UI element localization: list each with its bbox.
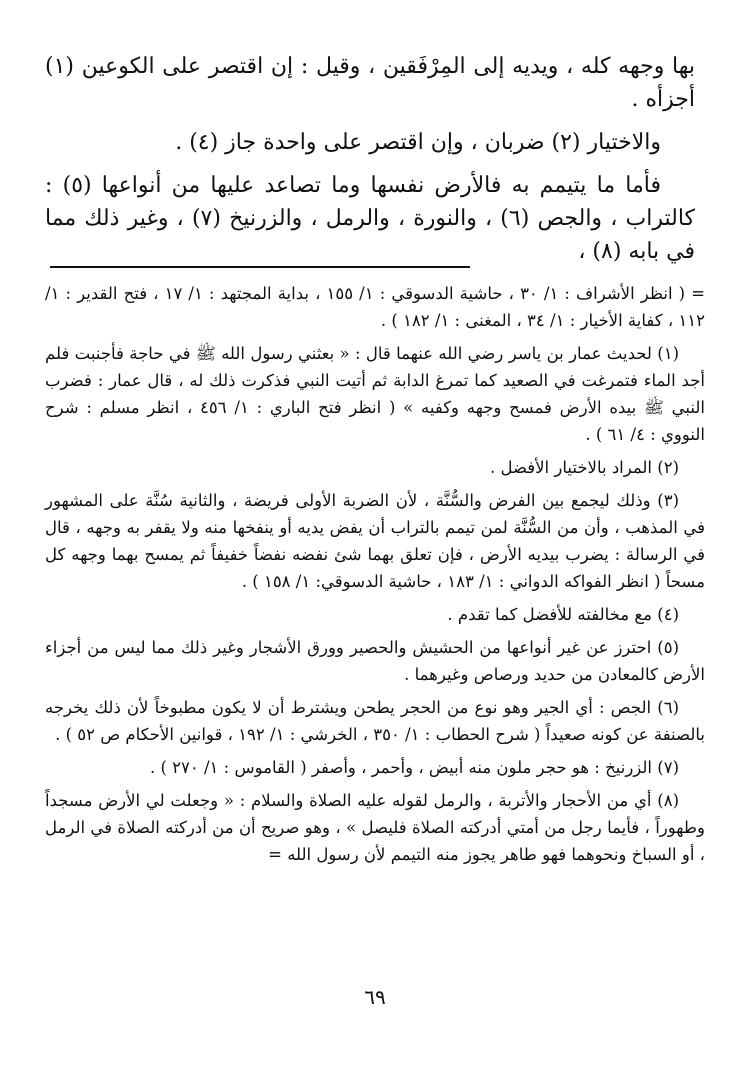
footnote-separator [50, 266, 470, 268]
footnote-continuation: = ( انظر الأشراف : ١/ ٣٠ ، حاشية الدسوقي : ١/ ١٥٥ ، بداية المجتهد : ١/ ١٧ ، فتح القدير : ١/ ١١٢ ، كفاية الأخيار : ١/ ٣٤ ، المغنى : ١/ ١٨٢ ) . [45, 284, 706, 330]
footnote-6: (٦) الجص : أي الجير وهو نوع من الحجر يطحن ويشترط أن لا يكون مطبوخاً لأن ذلك يخرجه بالصنفة عن كونه صعيداً ( شرح الحطاب : ١/ ٣٥٠ ، الخرشي : ١/ ١٩٢ ، قوانين الأحكام ص ٥٢ ) . [45, 698, 705, 744]
footnote-4: (٤) مع مخالفته للأفضل كما تقدم . [447, 605, 679, 624]
footnote-5: (٥) احترز عن غير أنواعها من الحشيش والحصير وورق الأشجار وغير ذلك مما ليس من أجزاء الأرض كالمعادن من حديد ورصاص وغيرهما . [45, 638, 705, 684]
page-number: ٦٩ [364, 985, 386, 1009]
footnotes [45, 280, 705, 874]
footnote-1: (١) لحديث عمار بن ياسر رضي الله عنهما قال : « بعثني رسول الله ﷺ في حاجة فأجنبت فلم أجد الماء فتمرغت في الصعيد كما تمرغ الدابة ثم أتيت النبي فذكرت ذلك له ، قال عمار : فضرب النبي ﷺ بيده الأرض فمسح وجهه وكفيه » ( انظر فتح الباري : ١/ ٤٥٦ ، انظر مسلم : شرح النووي : ٤/ ٦١ ) . [45, 344, 705, 444]
footnote-2: (٢) المراد بالاختيار الأفضل . [489, 458, 679, 477]
footnote-7: (٧) الزرنيخ : هو حجر ملون منه أبيض ، وأحمر ، وأصفر ( القاموس : ١/ ٢٧٠ ) . [149, 758, 679, 777]
body-paragraph-3: فأما ما يتيمم به فالأرض نفسها وما تصاعد عليها من أنواعها (٥) : كالتراب ، والجص (٦) ، والنورة ، والرمل ، والزرنيخ (٧) ، وغير ذلك مما في بابه (٨) ، [45, 173, 695, 264]
body-paragraph-1: بها وجهه كله ، ويديه إلى المِرْفَقين ، وقيل : إن اقتصر على الكوعين (١) أجزأه . [45, 54, 695, 112]
body-paragraph-2: والاختيار (٢) ضربان ، وإن اقتصر على واحدة جاز (٤) . [175, 130, 661, 155]
main-text [45, 50, 695, 268]
footnote-3: (٣) وذلك ليجمع بين الفرض والسُّنَّة ، لأن الضربة الأولى فريضة ، والثانية سُنَّة على المشهور في المذهب ، وأن من السُّنَّة لمن تيمم بالتراب أن يفض يديه أو ينفخها منه ولا يقفر به وجهه ، قال في الرسالة : يضرب بيديه الأرض ، فإن تعلق بهما شئ نفضه نفضاً خفيفاً ثم يمسح بهما وجهه كل مسحاً ( انظر الفواكه الدواني : ١/ ١٨٣ ، حاشية الدسوقي: ١/ ١٥٨ ) . [45, 491, 705, 591]
footnote-8: (٨) أي من الأحجار والأتربة ، والرمل لقوله عليه الصلاة والسلام : « وجعلت لي الأرض مسجداً وطهوراً ، فأيما رجل من أمتي أدركته الصلاة فليصل » ، وهو صريح أن من أدركته الصلاة في الرمل ، أو السباخ ونحوهما فهو طاهر يجوز منه التيمم لأن رسول الله = [45, 791, 705, 864]
